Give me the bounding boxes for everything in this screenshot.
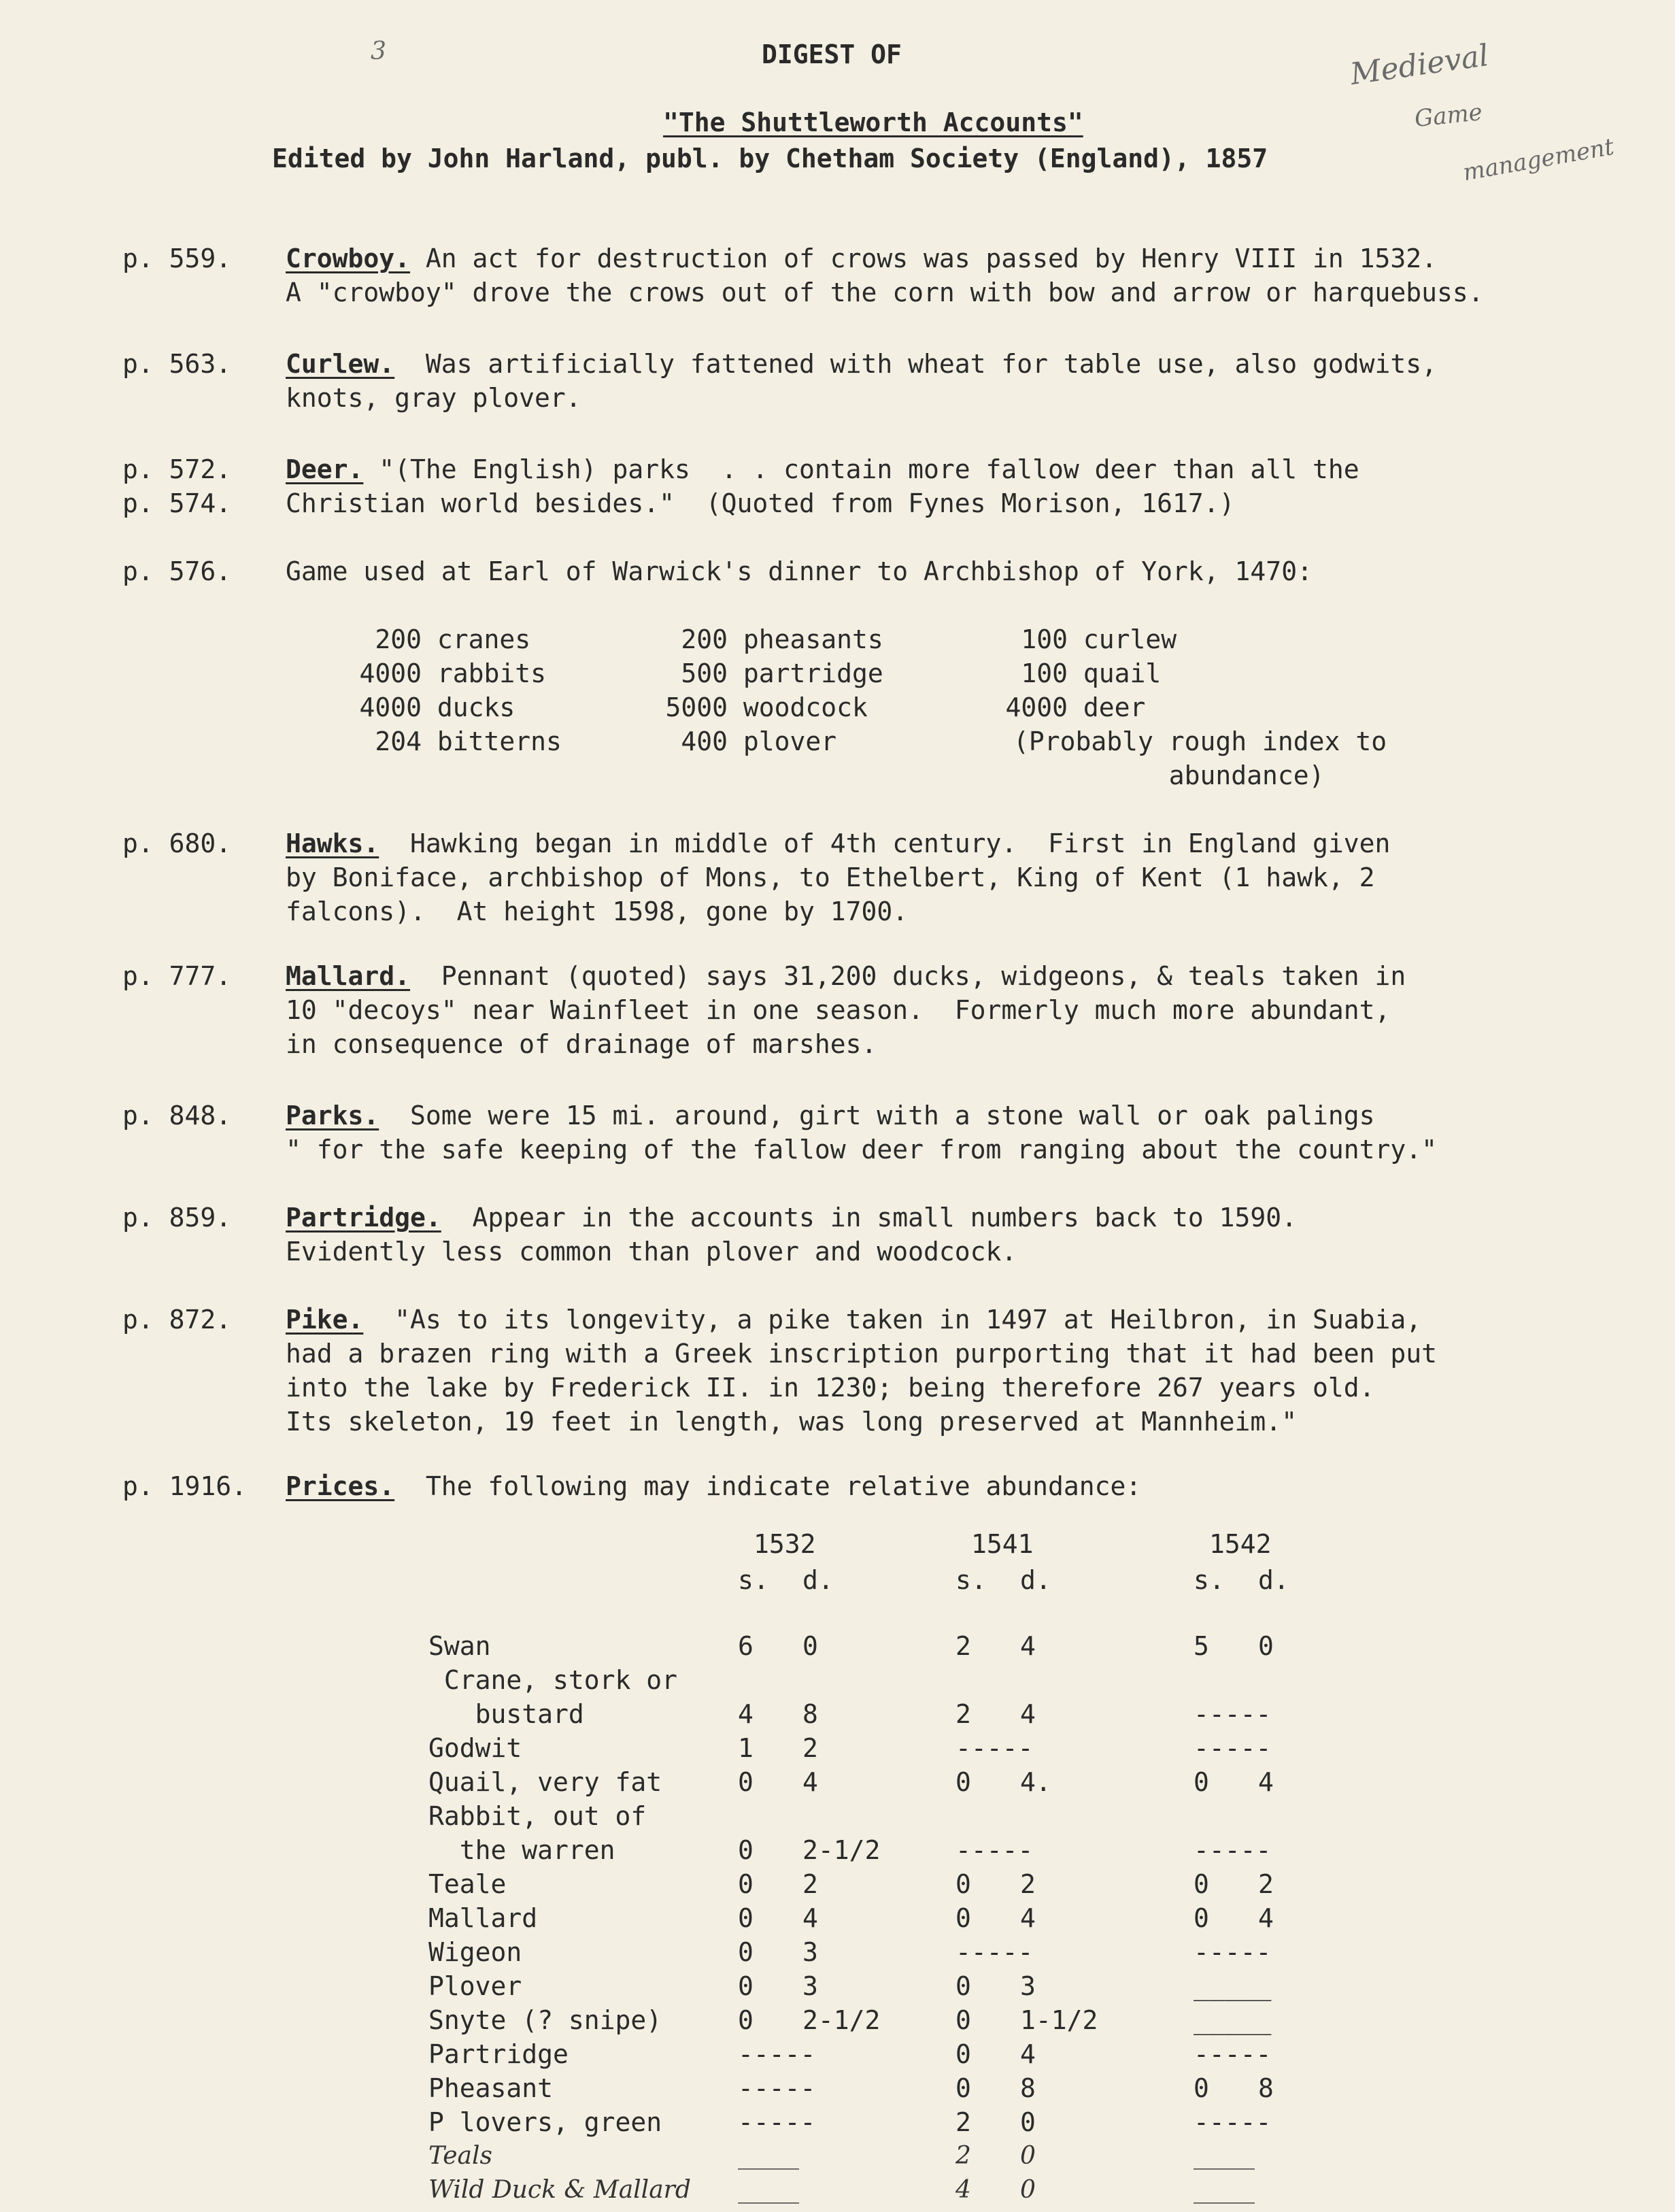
entry-page-ref: p. 576.	[122, 556, 232, 586]
price-row-label: Quail, very fat	[428, 1767, 662, 1797]
handwritten-price-cell: 0	[1020, 2142, 1036, 2170]
handwritten-price-cell: 2	[955, 2142, 971, 2170]
price-cell: 5	[1194, 1631, 1209, 1661]
game-list-col-3	[979, 622, 1177, 724]
price-cell: 0	[738, 1767, 754, 1797]
price-cell: 4	[802, 1903, 818, 1933]
entry-text: The following may indicate relative abundance:	[394, 1471, 1142, 1501]
price-row-label: Mallard	[428, 1903, 538, 1933]
entry-text: Some were 15 mi. around, girt with a stone wall or oak palings " for the safe keeping of the fallow deer from ranging about the country."	[286, 1101, 1437, 1164]
game-item: 100 curlew	[1021, 624, 1177, 654]
price-cell: 0	[1194, 1767, 1209, 1797]
price-cell: 0	[955, 1869, 971, 1899]
unit-d: d.	[802, 1565, 834, 1595]
price-cell: 2	[1258, 1869, 1274, 1899]
price-cell: 0	[1194, 1903, 1209, 1933]
entry-term: Partridge.	[286, 1203, 441, 1233]
entry-page-ref: p. 872.	[122, 1305, 232, 1335]
entry-page-ref: p. 859.	[122, 1203, 232, 1233]
unit-s: s.	[738, 1565, 769, 1595]
price-cell: 4	[1258, 1903, 1274, 1933]
price-cell: 0	[738, 1869, 754, 1899]
price-row-label: Crane, stork or	[428, 1665, 678, 1695]
price-cell: -----	[1194, 1937, 1272, 1967]
handwritten-price-cell: _____	[1194, 2142, 1255, 2170]
entry-term: Parks.	[286, 1101, 379, 1130]
price-row-label: Rabbit, out of	[428, 1801, 647, 1831]
price-cell: -----	[1194, 1733, 1272, 1763]
price-cell: 4	[1020, 1699, 1036, 1729]
edition-line: Edited by John Harland, publ. by Chetham Society (England), 1857	[272, 144, 1268, 173]
price-row-label: bustard	[428, 1699, 584, 1729]
price-cell: 0	[955, 1767, 971, 1797]
entry-page-ref: p. 559.	[122, 244, 232, 273]
price-cell: 2	[802, 1869, 818, 1899]
entry-term: Curlew.	[286, 349, 395, 379]
price-row-label: P lovers, green	[428, 2107, 662, 2137]
price-cell: 0	[1020, 2107, 1036, 2137]
price-cell: -----	[1194, 2039, 1272, 2069]
price-cell: 2-1/2	[802, 2005, 881, 2035]
price-cell: 8	[1258, 2073, 1274, 2103]
price-row-label: Teale	[428, 1869, 507, 1899]
entry-text: Pennant (quoted) says 31,200 ducks, widgeons, & teals taken in 10 "decoys" near Wainfleet in one season. Formerly much more abundant, in consequence of drainage of marshes.	[286, 961, 1406, 1059]
handwritten-row-label: Wild Duck & Mallard	[428, 2176, 691, 2204]
entry-text: "As to its longevity, a pike taken in 1497 at Heilbron, in Suabia, had a brazen ring with a Greek inscription purporting that it had been put into the lake by Frederick II. in 1230; being therefore 267 years old. Its skeleton, 19 feet in length, was long preserved at Mannheim."	[286, 1305, 1437, 1437]
entry-page-ref: p. 777.	[122, 961, 232, 991]
price-cell: _____	[1194, 2005, 1272, 2035]
entry-term: Prices.	[286, 1471, 395, 1501]
game-item: 4000 ducks	[359, 692, 515, 722]
handwritten-price-cell: _____	[738, 2142, 799, 2170]
game-item: 4000 rabbits	[359, 658, 547, 688]
price-cell: 1-1/2	[1020, 2005, 1098, 2035]
handwritten-price-cell: 4	[955, 2176, 971, 2204]
price-row-label: Partridge	[428, 2039, 569, 2069]
entry-page-ref: p. 680.	[122, 828, 232, 858]
entry-page-ref: p. 1916.	[122, 1471, 248, 1501]
game-list-note: (Probably rough index to abundance)	[1013, 726, 1387, 790]
price-cell: 0	[955, 2073, 971, 2103]
price-cell: -----	[1194, 1835, 1272, 1865]
margin-note-line-2: Game	[1413, 98, 1484, 133]
price-cell: 2	[955, 1631, 971, 1661]
price-cell: -----	[1194, 2107, 1272, 2137]
margin-note-line-3: management	[1461, 133, 1617, 187]
entry-term: Mallard.	[286, 961, 411, 991]
game-item: 204 bitterns	[375, 726, 562, 756]
price-cell: 0	[1194, 2073, 1209, 2103]
price-cell: 3	[1020, 1971, 1036, 2001]
price-cell: 4	[1020, 1903, 1036, 1933]
price-cell: 3	[802, 1971, 818, 2001]
year-header-1542: 1542	[1209, 1529, 1272, 1559]
price-cell: 4	[802, 1767, 818, 1797]
price-cell: 4.	[1020, 1767, 1051, 1797]
price-row-label: Swan	[428, 1631, 491, 1661]
handwritten-price-cell: 0	[1020, 2176, 1036, 2204]
handwritten-price-cell: _____	[738, 2176, 799, 2204]
book-title: "The Shuttleworth Accounts"	[663, 107, 1083, 137]
price-cell: 6	[738, 1631, 754, 1661]
game-item: 4000 deer	[1005, 692, 1146, 722]
price-row-label: Godwit	[428, 1733, 522, 1763]
price-cell: 8	[1020, 2073, 1036, 2103]
price-cell: 0	[738, 1903, 754, 1933]
price-cell: 2-1/2	[802, 1835, 881, 1865]
unit-d: d.	[1020, 1565, 1051, 1595]
entry-text: An act for destruction of crows was passed by Henry VIII in 1532. A "crowboy" drove the crows out of the corn with bow and arrow or harquebuss.	[286, 244, 1484, 307]
unit-s: s.	[1194, 1565, 1225, 1595]
entry-text: Was artificially fattened with wheat for table use, also godwits, knots, gray plover.	[286, 349, 1437, 413]
price-row-label: Plover	[428, 1971, 522, 2001]
handwritten-price-cell: _____	[1194, 2176, 1255, 2204]
entry-term: Hawks.	[286, 828, 379, 858]
entry-text: "(The English) parks . . contain more fallow deer than all the Christian world besides." (Quoted from Fynes Morison, 1617.)	[286, 454, 1359, 518]
entry-term: Crowboy.	[286, 244, 411, 273]
price-cell: 8	[802, 1699, 818, 1729]
unit-s: s.	[955, 1565, 987, 1595]
price-cell: -----	[955, 1733, 1034, 1763]
price-cell: 0	[955, 2039, 971, 2069]
price-cell: 4	[738, 1699, 754, 1729]
entry-text: Appear in the accounts in small numbers back to 1590. Evidently less common than plover and woodcock.	[286, 1203, 1298, 1267]
game-item: 100 quail	[1021, 658, 1162, 688]
page-number: 3	[371, 37, 386, 65]
game-item: 200 pheasants	[681, 624, 883, 654]
price-cell: _____	[1194, 1971, 1272, 2001]
price-cell: 0	[1258, 1631, 1274, 1661]
entry-page-ref: p. 572. p. 574.	[122, 454, 232, 518]
game-item: 400 plover	[681, 726, 837, 756]
price-cell: 2	[955, 2107, 971, 2137]
price-cell: 0	[738, 1971, 754, 2001]
price-cell: 4	[1258, 1767, 1274, 1797]
price-cell: 0	[802, 1631, 818, 1661]
price-cell: 0	[955, 1903, 971, 1933]
unit-d: d.	[1258, 1565, 1289, 1595]
game-list-col-2	[639, 622, 883, 758]
price-cell: 0	[738, 2005, 754, 2035]
price-row-label: Snyte (? snipe)	[428, 2005, 662, 2035]
game-list-col-1	[333, 622, 562, 758]
entry-text: Hawking began in middle of 4th century. First in England given by Boniface, archbishop of Mons, to Ethelbert, King of Kent (1 hawk, 2 falcons). At height 1598, gone by 1700.	[286, 828, 1391, 926]
price-cell: 0	[1194, 1869, 1209, 1899]
price-cell: -----	[955, 1835, 1034, 1865]
year-header-1532: 1532	[754, 1529, 816, 1559]
price-cell: -----	[738, 2107, 816, 2137]
entry-term: Pike.	[286, 1305, 364, 1335]
page-title: DIGEST OF	[762, 39, 902, 69]
price-cell: 4	[1020, 2039, 1036, 2069]
price-row-label: Pheasant	[428, 2073, 554, 2103]
price-cell: 2	[802, 1733, 818, 1763]
price-cell: 0	[955, 1971, 971, 2001]
game-item: 5000 woodcock	[665, 692, 868, 722]
price-cell: 2	[1020, 1869, 1036, 1899]
price-cell: -----	[955, 1937, 1034, 1967]
entry-page-ref: p. 848.	[122, 1101, 232, 1130]
game-item: 500 partridge	[681, 658, 883, 688]
price-cell: 3	[802, 1937, 818, 1967]
margin-note-line-1: Medieval	[1348, 38, 1491, 92]
entry-page-ref: p. 563.	[122, 349, 232, 379]
game-item: 200 cranes	[375, 624, 531, 654]
price-cell: 4	[1020, 1631, 1036, 1661]
entry-text: Game used at Earl of Warwick's dinner to Archbishop of York, 1470:	[286, 556, 1313, 586]
price-cell: 2	[955, 1699, 971, 1729]
entry-term: Deer.	[286, 454, 364, 484]
handwritten-row-label: Teals	[428, 2142, 492, 2170]
price-cell: 0	[738, 1937, 754, 1967]
price-cell: 0	[955, 2005, 971, 2035]
price-row-label: Wigeon	[428, 1937, 522, 1967]
price-cell: 1	[738, 1733, 754, 1763]
price-cell: 0	[738, 1835, 754, 1865]
price-cell: -----	[738, 2039, 816, 2069]
year-header-1541: 1541	[971, 1529, 1034, 1559]
price-row-label: the warren	[428, 1835, 615, 1865]
price-cell: -----	[1194, 1699, 1272, 1729]
price-cell: -----	[738, 2073, 816, 2103]
